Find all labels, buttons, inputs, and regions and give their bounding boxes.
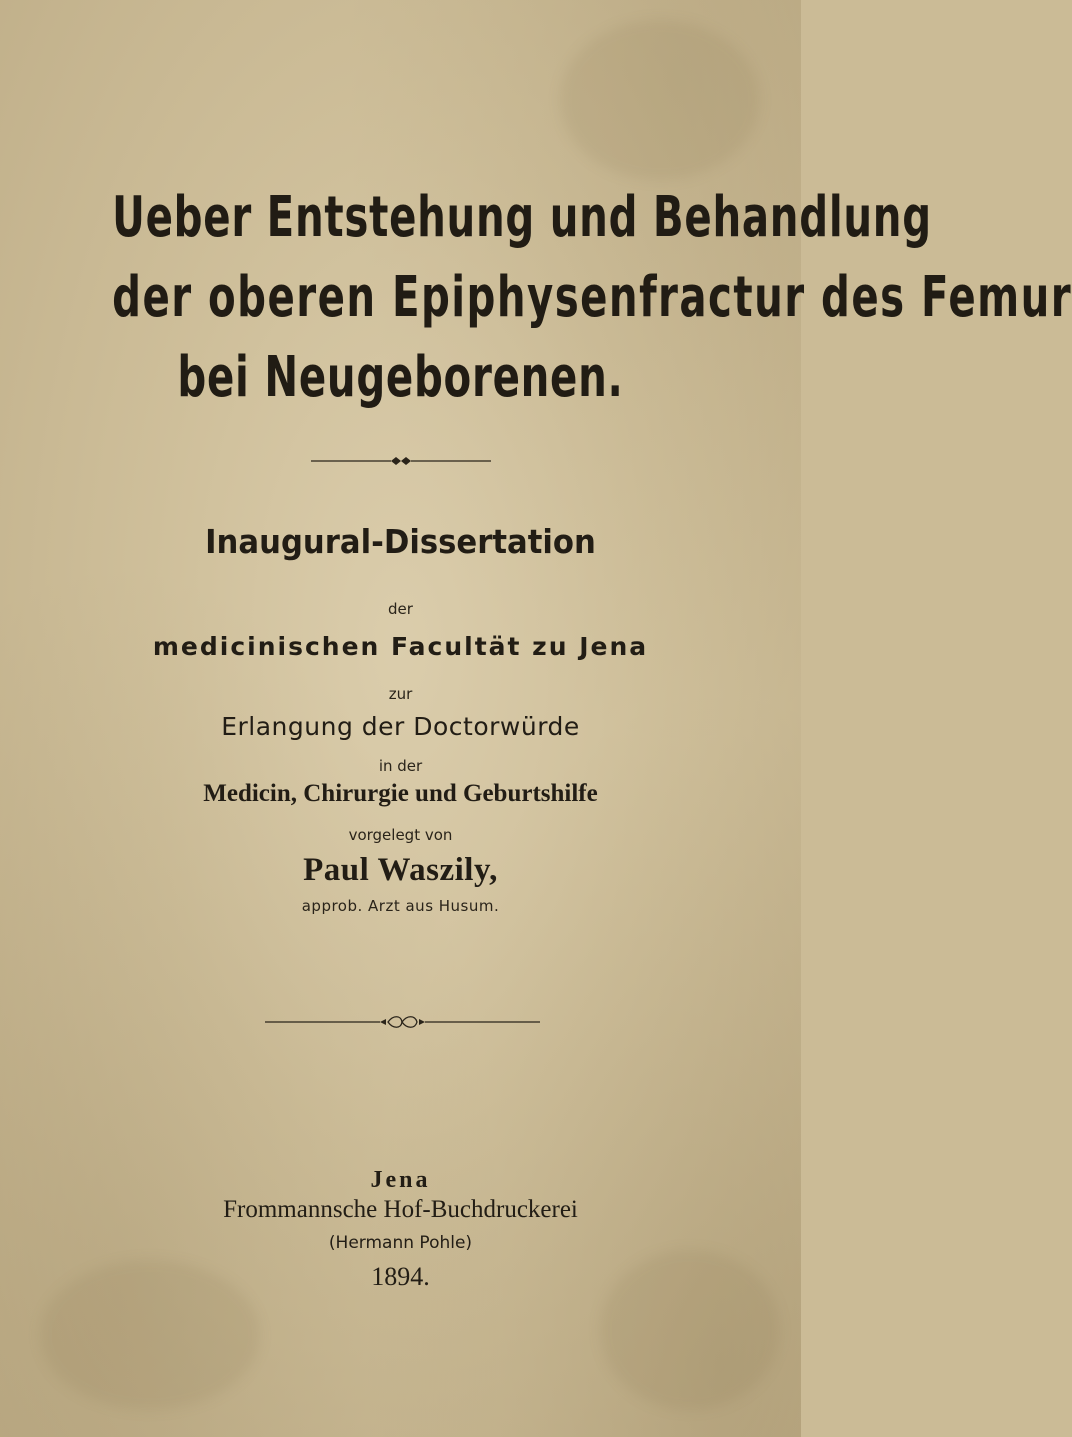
divider-ornament	[311, 455, 491, 467]
presented-by-text: vorgelegt von	[348, 826, 453, 844]
faculty-line: medicinischen Facultät zu Jena	[152, 632, 649, 661]
zur-text: zur	[388, 685, 413, 703]
paper-stain	[560, 20, 760, 180]
dissertation-heading: Inaugural-Dissertation	[205, 522, 596, 561]
title-line-2: der oberen Epiphysenfractur des Femur	[112, 265, 1072, 330]
title-line-3: bei Neugeborenen.	[177, 345, 624, 410]
author-info: approb. Arzt aus Husum.	[301, 897, 500, 915]
fields-line: Medicin, Chirurgie und Geburtshilfe	[203, 780, 598, 807]
author-name: Paul Waszily,	[303, 852, 498, 888]
imprint-printer: Frommannsche Hof-Buchdruckerei	[223, 1196, 578, 1223]
imprint-year: 1894.	[371, 1262, 430, 1291]
der-text: der	[388, 600, 413, 618]
title-line-1: Ueber Entstehung und Behandlung	[112, 185, 932, 250]
imprint-printer-owner: (Hermann Pohle)	[328, 1233, 473, 1253]
divider-ornament	[265, 1014, 540, 1030]
imprint-city: Jena	[370, 1167, 431, 1193]
purpose-line: Erlangung der Doctorwürde	[221, 712, 580, 741]
in-der-text: in der	[378, 757, 423, 775]
